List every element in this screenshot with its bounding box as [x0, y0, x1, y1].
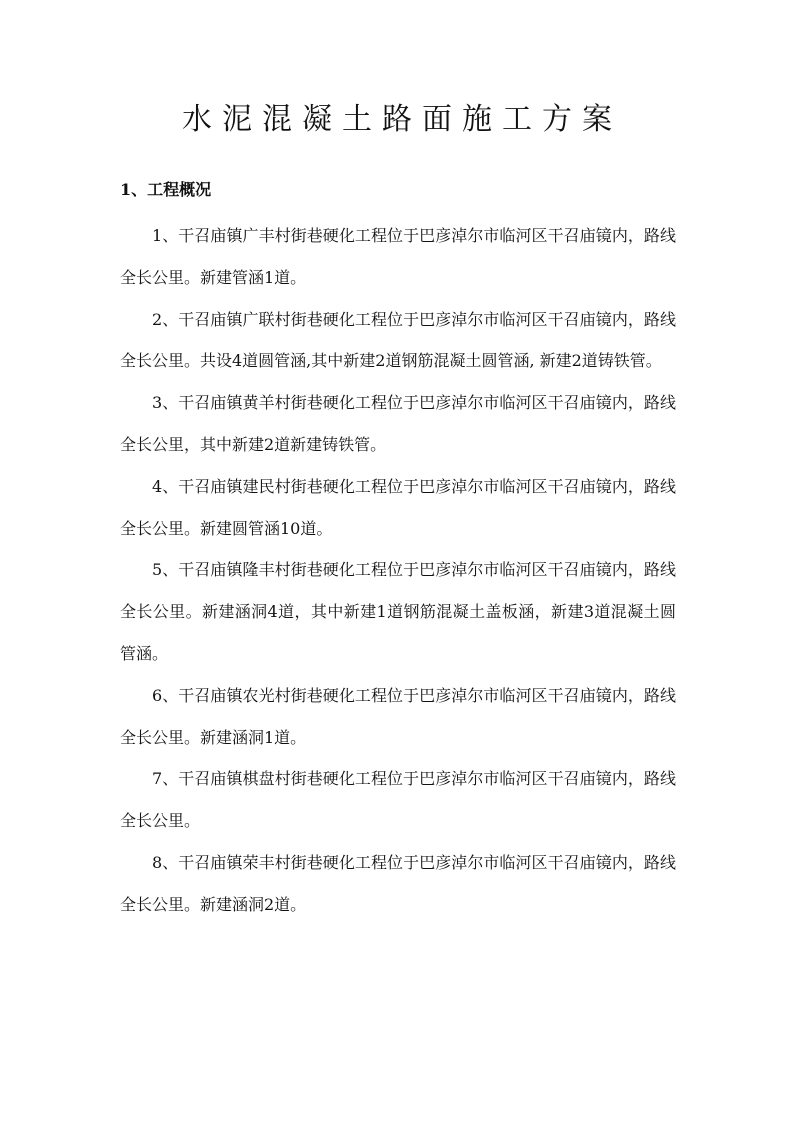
paragraph-6: 6、干召庙镇农光村街巷硬化工程位于巴彦淖尔市临河区干召庙镜内，路线全长公里。新建涵洞1道。	[120, 685, 676, 747]
paragraph-7: 7、干召庙镇棋盘村街巷硬化工程位于巴彦淖尔市临河区干召庙镜内，路线全长公里。	[120, 769, 676, 831]
paragraph-3: 3、干召庙镇黄羊村街巷硬化工程位于巴彦淖尔市临河区干召庙镜内，路线全长公里，其中新建2道新建铸铁管。	[120, 393, 676, 454]
document-body	[120, 215, 676, 926]
paragraph-1: 1、干召庙镇广丰村街巷硬化工程位于巴彦淖尔市临河区干召庙镜内，路线全长公里。新建管涵1道。	[120, 226, 676, 287]
paragraph-8: 8、干召庙镇荣丰村街巷硬化工程位于巴彦淖尔市临河区干召庙镜内，路线全长公里。新建涵洞2道。	[120, 852, 676, 914]
paragraph-5: 5、干召庙镇隆丰村街巷硬化工程位于巴彦淖尔市临河区干召庙镜内，路线全长公里。新建涵洞4道，其中新建1道钢筋混凝土盖板涵，新建3道混凝土圆管涵。	[120, 560, 676, 663]
paragraph-4: 4、干召庙镇建民村街巷硬化工程位于巴彦淖尔市临河区干召庙镜内，路线全长公里。新建圆管涵10道。	[120, 476, 676, 538]
document-title: 水泥混凝土路面施工方案	[182, 102, 622, 137]
section-heading: 1、工程概况	[120, 180, 212, 199]
paragraph-2: 2、干召庙镇广联村街巷硬化工程位于巴彦淖尔市临河区干召庙镜内，路线全长公里。共设4道圆管涵,其中新建2道钢筋混凝土圆管涵, 新建2道铸铁管。	[120, 309, 676, 371]
